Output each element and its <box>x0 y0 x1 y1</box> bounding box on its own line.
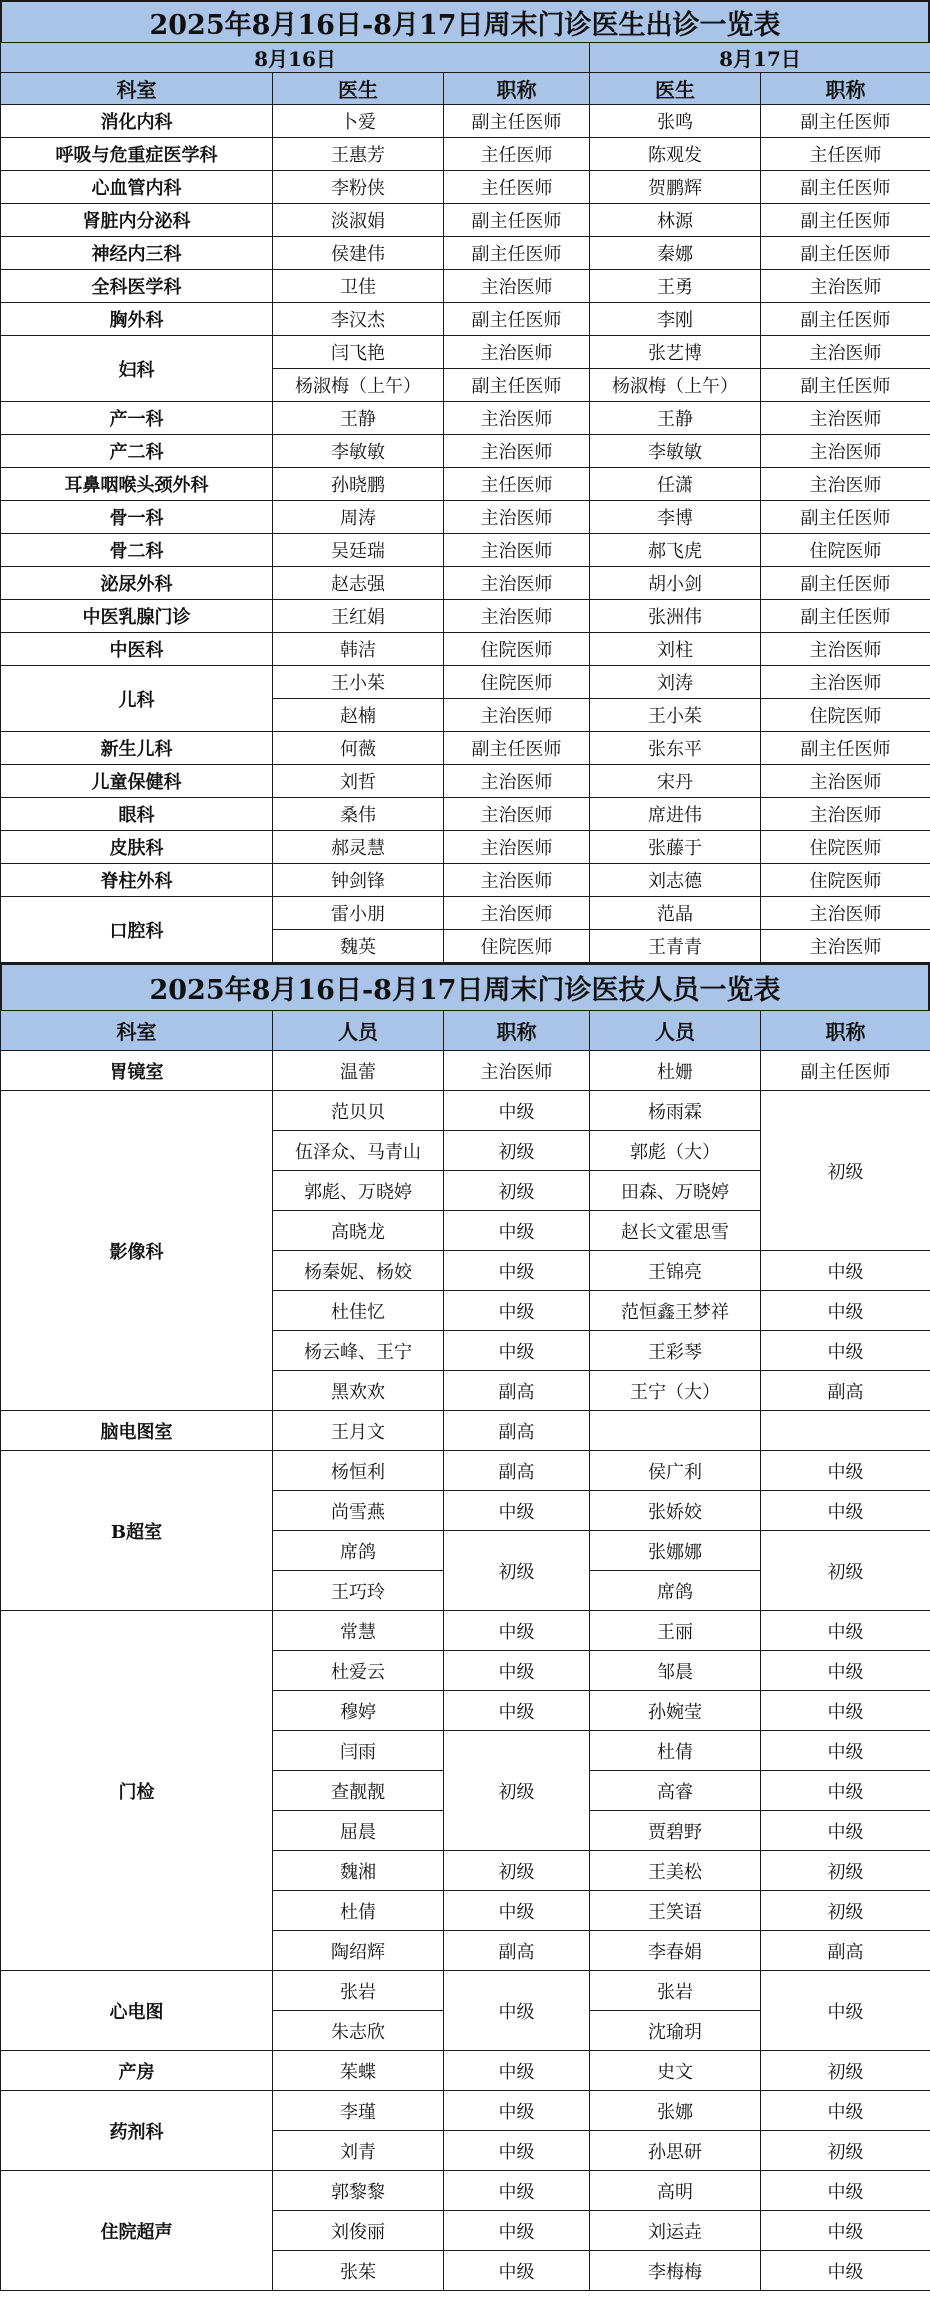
staff-cell: 中级 <box>761 1771 930 1811</box>
title-day2-cell: 主治医师 <box>761 435 930 468</box>
dept-cell: 骨二科 <box>1 534 273 567</box>
table-row <box>1 765 930 798</box>
column-header-title-day2: 职称 <box>761 73 930 105</box>
staff-cell: 初级 <box>444 1851 590 1891</box>
dept-cell: 胃镜室 <box>1 1051 273 1091</box>
table-row <box>1 138 930 171</box>
staff-cell: 闫雨 <box>273 1731 444 1771</box>
staff-cell: 张娜 <box>590 2091 761 2131</box>
column-header-staff-day2: 人员 <box>590 1011 761 1051</box>
dept-cell: 住院超声 <box>1 2171 273 2291</box>
staff-cell: 中级 <box>444 2131 590 2171</box>
doctor-day2-cell: 林源 <box>590 204 761 237</box>
staff-cell: 魏湘 <box>273 1851 444 1891</box>
table-row <box>1 270 930 303</box>
table-row <box>1 798 930 831</box>
doctor-day2-cell: 宋丹 <box>590 765 761 798</box>
title-day1-cell: 主治医师 <box>444 567 590 600</box>
table-row <box>1 435 930 468</box>
title-day1-cell: 主治医师 <box>444 699 590 732</box>
dept-cell: 胸外科 <box>1 303 273 336</box>
staff-cell: 中级 <box>444 1291 590 1331</box>
table-row <box>1 1451 930 1491</box>
title-day2-cell: 住院医师 <box>761 864 930 897</box>
staff-cell: 陶绍辉 <box>273 1931 444 1971</box>
dept-cell: 泌尿外科 <box>1 567 273 600</box>
staff-cell: 杜佳忆 <box>273 1291 444 1331</box>
staff-cell: 中级 <box>444 1211 590 1251</box>
title-day1-cell: 住院医师 <box>444 930 590 963</box>
staff-cell: 中级 <box>761 1491 930 1531</box>
staff-cell: 张茱 <box>273 2251 444 2291</box>
doctor-day1-cell: 赵志强 <box>273 567 444 600</box>
table-row <box>1 237 930 270</box>
table-row <box>1 204 930 237</box>
dept-cell: 中医乳腺门诊 <box>1 600 273 633</box>
staff-cell: 王巧玲 <box>273 1571 444 1611</box>
title-day2-cell: 副主任医师 <box>761 501 930 534</box>
staff-cell: 张娇姣 <box>590 1491 761 1531</box>
staff-cell: 杜倩 <box>273 1891 444 1931</box>
staff-cell: 席鸽 <box>590 1571 761 1611</box>
title-day1-cell: 主治医师 <box>444 831 590 864</box>
title-day2-cell: 主治医师 <box>761 468 930 501</box>
title-day2-cell: 主治医师 <box>761 336 930 369</box>
doctor-day2-cell: 刘涛 <box>590 666 761 699</box>
title-day2-cell: 副主任医师 <box>761 105 930 138</box>
staff-cell: 初级 <box>444 1131 590 1171</box>
title-day2-cell: 住院医师 <box>761 831 930 864</box>
table-row <box>1 864 930 897</box>
title-day2-cell: 副主任医师 <box>761 600 930 633</box>
title-day1-cell: 主任医师 <box>444 138 590 171</box>
doctor-day2-cell: 李刚 <box>590 303 761 336</box>
staff-cell: 中级 <box>761 2251 930 2291</box>
staff-cell: 中级 <box>761 2211 930 2251</box>
staff-cell: 杜倩 <box>590 1731 761 1771</box>
staff-cell: 张岩 <box>590 1971 761 2011</box>
doctor-day2-cell: 张东平 <box>590 732 761 765</box>
staff-cell: 朱志欣 <box>273 2011 444 2051</box>
staff-cell <box>761 1411 930 1451</box>
staff-cell: 王锦亮 <box>590 1251 761 1291</box>
staff-cell: 温蕾 <box>273 1051 444 1091</box>
staff-cell: 黑欢欢 <box>273 1371 444 1411</box>
title-day1-cell: 主任医师 <box>444 171 590 204</box>
staff-cell: 屈晨 <box>273 1811 444 1851</box>
staff-cell: 中级 <box>444 1251 590 1291</box>
staff-cell: 孙婉莹 <box>590 1691 761 1731</box>
staff-cell: 杨雨霖 <box>590 1091 761 1131</box>
doctor-day1-cell: 雷小朋 <box>273 897 444 930</box>
staff-cell: 副高 <box>761 1931 930 1971</box>
staff-cell: 沈瑜玥 <box>590 2011 761 2051</box>
title-day2-cell: 住院医师 <box>761 699 930 732</box>
title-day2-cell: 副主任医师 <box>761 171 930 204</box>
staff-cell: 中级 <box>444 2051 590 2091</box>
dept-cell: 眼科 <box>1 798 273 831</box>
staff-cell: 中级 <box>444 2091 590 2131</box>
staff-cell: 副主任医师 <box>761 1051 930 1091</box>
table-row <box>1 2171 930 2211</box>
title-day1-cell: 副主任医师 <box>444 105 590 138</box>
staff-cell: 郭彪（大） <box>590 1131 761 1171</box>
staff-cell: 中级 <box>761 1451 930 1491</box>
staff-cell: 中级 <box>761 1651 930 1691</box>
dept-cell: 妇科 <box>1 336 273 402</box>
doctor-day1-cell: 桑伟 <box>273 798 444 831</box>
doctor-day1-cell: 钟剑锋 <box>273 864 444 897</box>
doctor-day2-cell: 张洲伟 <box>590 600 761 633</box>
staff-cell: 贾碧野 <box>590 1811 761 1851</box>
dept-cell: 全科医学科 <box>1 270 273 303</box>
title-day2-cell: 主治医师 <box>761 897 930 930</box>
title-day1-cell: 主治医师 <box>444 534 590 567</box>
staff-cell: 中级 <box>761 1691 930 1731</box>
doctor-day1-cell: 王静 <box>273 402 444 435</box>
staff-cell: 刘运垚 <box>590 2211 761 2251</box>
column-header-title-day2: 职称 <box>761 1011 930 1051</box>
doctor-day1-cell: 卫佳 <box>273 270 444 303</box>
table-row <box>1 2051 930 2091</box>
table-row <box>1 402 930 435</box>
doctor-day2-cell: 胡小剑 <box>590 567 761 600</box>
staff-cell: 中级 <box>761 1731 930 1771</box>
dept-cell: 皮肤科 <box>1 831 273 864</box>
title-day2-cell: 主治医师 <box>761 765 930 798</box>
title-day1-cell: 副主任医师 <box>444 237 590 270</box>
table-row <box>1 2091 930 2131</box>
doctor-day1-cell: 淡淑娟 <box>273 204 444 237</box>
staff-cell: 史文 <box>590 2051 761 2091</box>
staff-cell: 中级 <box>761 1611 930 1651</box>
doctor-day2-cell: 李博 <box>590 501 761 534</box>
title-day2-cell: 副主任医师 <box>761 237 930 270</box>
staff-cell: 初级 <box>444 1171 590 1211</box>
staff-cell: 中级 <box>444 1491 590 1531</box>
staff-cell: 侯广利 <box>590 1451 761 1491</box>
staff-cell: 杨秦妮、杨姣 <box>273 1251 444 1291</box>
dept-cell: 产房 <box>1 2051 273 2091</box>
staff-cell: 中级 <box>761 1971 930 2051</box>
staff-cell: 杨云峰、王宁 <box>273 1331 444 1371</box>
staff-cell: 王月文 <box>273 1411 444 1451</box>
doctor-day1-cell: 王小茱 <box>273 666 444 699</box>
title-day2-cell: 住院医师 <box>761 534 930 567</box>
staff-cell: 中级 <box>444 1971 590 2051</box>
staff-cell: 中级 <box>761 1251 930 1291</box>
staff-cell: 常慧 <box>273 1611 444 1651</box>
dept-cell: 心电图 <box>1 1971 273 2051</box>
table-row <box>1 105 930 138</box>
staff-cell: 主治医师 <box>444 1051 590 1091</box>
doctor-day2-cell: 范晶 <box>590 897 761 930</box>
doctor-day2-cell: 李敏敏 <box>590 435 761 468</box>
title-day1-cell: 主治医师 <box>444 864 590 897</box>
table-row <box>1 534 930 567</box>
doctor-day1-cell: 魏英 <box>273 930 444 963</box>
doctor-day2-cell: 陈观发 <box>590 138 761 171</box>
title-day1-cell: 主治医师 <box>444 435 590 468</box>
doctor-day1-cell: 郝灵慧 <box>273 831 444 864</box>
doctor-day2-cell: 席进伟 <box>590 798 761 831</box>
staff-cell: 邹晨 <box>590 1651 761 1691</box>
table-row <box>1 600 930 633</box>
doctor-schedule-title: 2025年8月16日-8月17日周末门诊医生出诊一览表 <box>0 0 930 42</box>
doctor-day1-cell: 卜爱 <box>273 105 444 138</box>
title-day2-cell: 主治医师 <box>761 798 930 831</box>
table-row <box>1 171 930 204</box>
staff-cell: 副高 <box>444 1371 590 1411</box>
table-row <box>1 468 930 501</box>
staff-cell: 高明 <box>590 2171 761 2211</box>
column-header-title-day1: 职称 <box>444 73 590 105</box>
doctor-day2-cell: 杨淑梅（上午） <box>590 369 761 402</box>
staff-cell: 穆婷 <box>273 1691 444 1731</box>
table-row <box>1 336 930 369</box>
title-day2-cell: 主治医师 <box>761 633 930 666</box>
doctor-day2-cell: 任潇 <box>590 468 761 501</box>
doctor-day1-cell: 李敏敏 <box>273 435 444 468</box>
staff-cell: 副高 <box>761 1371 930 1411</box>
staff-cell: 初级 <box>444 1531 590 1611</box>
doctor-day2-cell: 王小茱 <box>590 699 761 732</box>
table-row <box>1 1411 930 1451</box>
staff-cell <box>590 1411 761 1451</box>
dept-cell: 心血管内科 <box>1 171 273 204</box>
doctor-day1-cell: 孙晓鹏 <box>273 468 444 501</box>
title-day1-cell: 副主任医师 <box>444 303 590 336</box>
title-day2-cell: 副主任医师 <box>761 204 930 237</box>
title-day2-cell: 副主任医师 <box>761 567 930 600</box>
title-day1-cell: 主治医师 <box>444 270 590 303</box>
dept-cell: 中医科 <box>1 633 273 666</box>
dept-cell: 呼吸与危重症医学科 <box>1 138 273 171</box>
title-day1-cell: 主任医师 <box>444 468 590 501</box>
title-day1-cell: 主治医师 <box>444 336 590 369</box>
dept-cell: 骨一科 <box>1 501 273 534</box>
staff-cell: 郭彪、万晓婷 <box>273 1171 444 1211</box>
technician-schedule-title: 2025年8月16日-8月17日周末门诊医技人员一览表 <box>0 963 930 1010</box>
staff-cell: 中级 <box>444 1651 590 1691</box>
doctor-day1-cell: 韩洁 <box>273 633 444 666</box>
staff-cell: 中级 <box>444 2171 590 2211</box>
doctor-day1-cell: 何薇 <box>273 732 444 765</box>
title-day1-cell: 住院医师 <box>444 666 590 699</box>
doctor-day2-cell: 王青青 <box>590 930 761 963</box>
column-header-doctor-day2: 医生 <box>590 73 761 105</box>
column-header-dept: 科室 <box>1 1011 273 1051</box>
title-day2-cell: 副主任医师 <box>761 303 930 336</box>
dept-cell: 消化内科 <box>1 105 273 138</box>
doctor-day2-cell: 张鸣 <box>590 105 761 138</box>
doctor-day1-cell: 刘哲 <box>273 765 444 798</box>
staff-cell: 副高 <box>444 1451 590 1491</box>
dept-cell: 药剂科 <box>1 2091 273 2171</box>
staff-cell: 席鸽 <box>273 1531 444 1571</box>
staff-cell: 王宁（大） <box>590 1371 761 1411</box>
dept-cell: 神经内三科 <box>1 237 273 270</box>
staff-cell: 刘俊丽 <box>273 2211 444 2251</box>
title-day2-cell: 主治医师 <box>761 930 930 963</box>
table-row <box>1 1611 930 1651</box>
doctor-day1-cell: 吴廷瑞 <box>273 534 444 567</box>
staff-cell: 茱蝶 <box>273 2051 444 2091</box>
staff-cell: 杨恒利 <box>273 1451 444 1491</box>
doctor-schedule-table <box>0 42 930 963</box>
table-row <box>1 567 930 600</box>
dept-cell: 新生儿科 <box>1 732 273 765</box>
dept-cell: 产二科 <box>1 435 273 468</box>
staff-cell: 高晓龙 <box>273 1211 444 1251</box>
staff-cell: 初级 <box>761 2131 930 2171</box>
staff-cell: 中级 <box>444 1691 590 1731</box>
table-row <box>1 1091 930 1131</box>
table-row <box>1 897 930 930</box>
column-header-doctor-day1: 医生 <box>273 73 444 105</box>
title-day1-cell: 主治医师 <box>444 765 590 798</box>
staff-cell: 王笑语 <box>590 1891 761 1931</box>
staff-cell: 中级 <box>444 2211 590 2251</box>
table-row <box>1 831 930 864</box>
dept-cell: 产一科 <box>1 402 273 435</box>
staff-cell: 杜爱云 <box>273 1651 444 1691</box>
title-day2-cell: 副主任医师 <box>761 369 930 402</box>
staff-cell: 初级 <box>761 1091 930 1251</box>
title-day1-cell: 主治医师 <box>444 402 590 435</box>
staff-cell: 初级 <box>761 2051 930 2091</box>
doctor-day1-cell: 李汉杰 <box>273 303 444 336</box>
staff-cell: 中级 <box>761 1331 930 1371</box>
staff-cell: 初级 <box>761 1531 930 1611</box>
staff-cell: 中级 <box>444 1611 590 1651</box>
dept-cell: 儿童保健科 <box>1 765 273 798</box>
staff-cell: 查靓靓 <box>273 1771 444 1811</box>
title-day1-cell: 住院医师 <box>444 633 590 666</box>
column-header-dept: 科室 <box>1 73 273 105</box>
table-row <box>1 1971 930 2011</box>
staff-cell: 张岩 <box>273 1971 444 2011</box>
doctor-day2-cell: 张藤于 <box>590 831 761 864</box>
dept-cell: B超室 <box>1 1451 273 1611</box>
staff-cell: 赵长文霍思雪 <box>590 1211 761 1251</box>
table-row <box>1 303 930 336</box>
doctor-day2-cell: 王静 <box>590 402 761 435</box>
staff-cell: 王美松 <box>590 1851 761 1891</box>
doctor-day1-cell: 杨淑梅（上午） <box>273 369 444 402</box>
doctor-day2-cell: 刘柱 <box>590 633 761 666</box>
title-day1-cell: 副主任医师 <box>444 204 590 237</box>
staff-cell: 中级 <box>761 2091 930 2131</box>
doctor-day1-cell: 周涛 <box>273 501 444 534</box>
title-day2-cell: 主治医师 <box>761 270 930 303</box>
staff-cell: 郭黎黎 <box>273 2171 444 2211</box>
title-day1-cell: 主治医师 <box>444 798 590 831</box>
staff-cell: 中级 <box>444 1331 590 1371</box>
table-row <box>1 666 930 699</box>
title-day2-cell: 主治医师 <box>761 402 930 435</box>
doctor-day1-cell: 李粉侠 <box>273 171 444 204</box>
date-header-day1: 8月16日 <box>1 43 590 73</box>
title-day2-cell: 主治医师 <box>761 666 930 699</box>
dept-cell: 耳鼻咽喉头颈外科 <box>1 468 273 501</box>
table-row <box>1 633 930 666</box>
technician-schedule-table <box>0 1010 930 2291</box>
title-day1-cell: 副主任医师 <box>444 369 590 402</box>
title-day1-cell: 副主任医师 <box>444 732 590 765</box>
title-day1-cell: 主治医师 <box>444 897 590 930</box>
title-day1-cell: 主治医师 <box>444 501 590 534</box>
doctor-day1-cell: 王惠芳 <box>273 138 444 171</box>
dept-cell: 肾脏内分泌科 <box>1 204 273 237</box>
staff-cell: 李瑾 <box>273 2091 444 2131</box>
doctor-day2-cell: 郝飞虎 <box>590 534 761 567</box>
staff-cell: 李梅梅 <box>590 2251 761 2291</box>
doctor-day2-cell: 秦娜 <box>590 237 761 270</box>
dept-cell: 脑电图室 <box>1 1411 273 1451</box>
doctor-day1-cell: 闫飞艳 <box>273 336 444 369</box>
table-row <box>1 501 930 534</box>
staff-cell: 伍泽众、马青山 <box>273 1131 444 1171</box>
doctor-day1-cell: 赵楠 <box>273 699 444 732</box>
staff-cell: 初级 <box>444 1731 590 1851</box>
title-day2-cell: 副主任医师 <box>761 732 930 765</box>
doctor-day2-cell: 贺鹏辉 <box>590 171 761 204</box>
staff-cell: 孙思研 <box>590 2131 761 2171</box>
staff-cell: 田森、万晓婷 <box>590 1171 761 1211</box>
table-row <box>1 1051 930 1091</box>
staff-cell: 中级 <box>444 2251 590 2291</box>
doctor-day1-cell: 王红娟 <box>273 600 444 633</box>
staff-cell: 中级 <box>761 1291 930 1331</box>
staff-cell: 副高 <box>444 1931 590 1971</box>
staff-cell: 初级 <box>761 1891 930 1931</box>
column-header-title-day1: 职称 <box>444 1011 590 1051</box>
staff-cell: 尚雪燕 <box>273 1491 444 1531</box>
staff-cell: 中级 <box>444 1091 590 1131</box>
staff-cell: 王丽 <box>590 1611 761 1651</box>
staff-cell: 中级 <box>761 2171 930 2211</box>
staff-cell: 副高 <box>444 1411 590 1451</box>
dept-cell: 儿科 <box>1 666 273 732</box>
staff-cell: 范恒鑫王梦祥 <box>590 1291 761 1331</box>
staff-cell: 中级 <box>761 1811 930 1851</box>
column-header-staff-day1: 人员 <box>273 1011 444 1051</box>
staff-cell: 中级 <box>444 1891 590 1931</box>
doctor-day2-cell: 王勇 <box>590 270 761 303</box>
staff-cell: 王彩琴 <box>590 1331 761 1371</box>
table-row <box>1 732 930 765</box>
dept-cell: 门检 <box>1 1611 273 1971</box>
doctor-day2-cell: 张艺博 <box>590 336 761 369</box>
dept-cell: 影像科 <box>1 1091 273 1411</box>
staff-cell: 刘青 <box>273 2131 444 2171</box>
staff-cell: 初级 <box>761 1851 930 1891</box>
dept-cell: 脊柱外科 <box>1 864 273 897</box>
doctor-day2-cell: 刘志德 <box>590 864 761 897</box>
title-day1-cell: 主治医师 <box>444 600 590 633</box>
doctor-day1-cell: 侯建伟 <box>273 237 444 270</box>
staff-cell: 杜姗 <box>590 1051 761 1091</box>
staff-cell: 范贝贝 <box>273 1091 444 1131</box>
staff-cell: 张娜娜 <box>590 1531 761 1571</box>
title-day2-cell: 主任医师 <box>761 138 930 171</box>
staff-cell: 高睿 <box>590 1771 761 1811</box>
dept-cell: 口腔科 <box>1 897 273 963</box>
staff-cell: 李春娟 <box>590 1931 761 1971</box>
date-header-day2: 8月17日 <box>590 43 930 73</box>
